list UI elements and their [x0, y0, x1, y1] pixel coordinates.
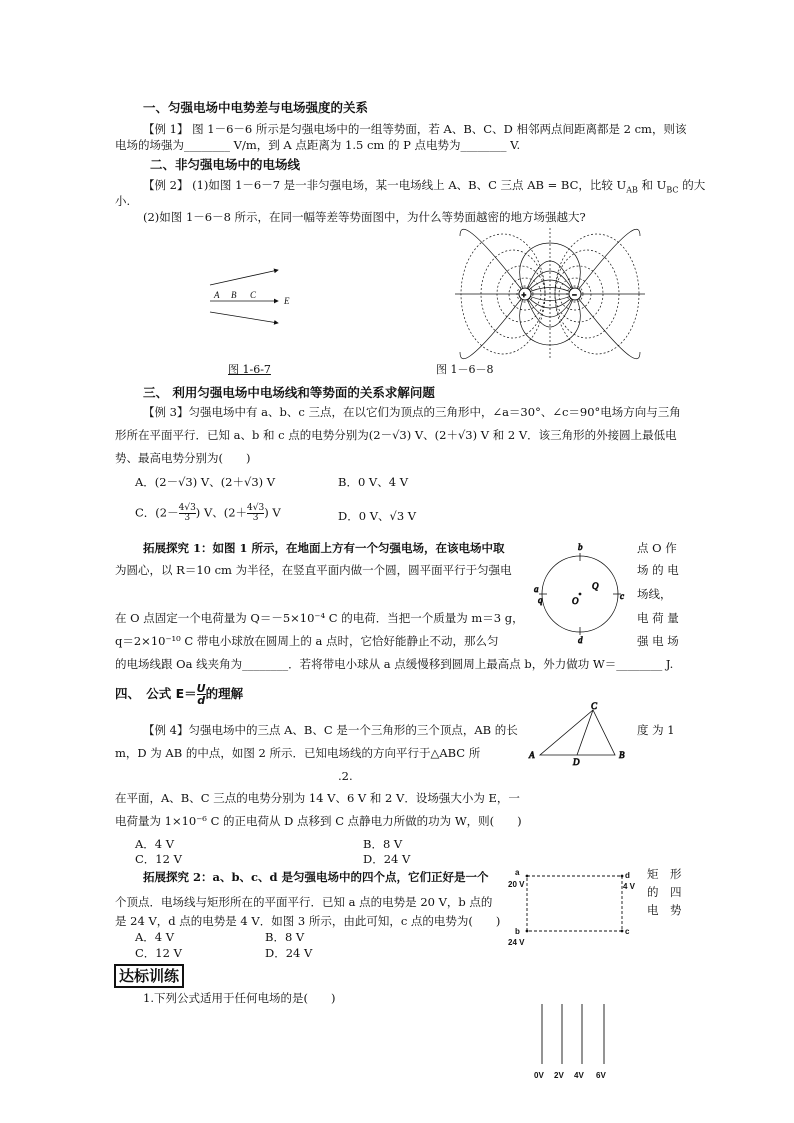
- fig7-label-c: C: [250, 290, 257, 300]
- figure-equipotential-lines: [528, 1000, 628, 1084]
- section-1-title: 一、匀强电场中电势差与电场强度的关系: [143, 100, 369, 115]
- rect-label-c: c: [625, 927, 630, 936]
- line-label-2v: 2V: [554, 1071, 564, 1080]
- extension-1-right-1: 点 O 作: [637, 541, 677, 555]
- extension-2-right-2: 的 四: [647, 885, 682, 899]
- circle-label-c: c: [620, 591, 624, 601]
- fig7-label-e: E: [284, 296, 290, 306]
- triangle-label-b: B: [619, 750, 625, 760]
- section-2-title: 二、非匀强电场中的电场线: [150, 157, 301, 172]
- practice-question-1: 1.下列公式适用于任何电场的是( ): [143, 991, 336, 1005]
- line-label-4v: 4V: [574, 1071, 584, 1080]
- extension-1-line-4: q＝2×10⁻¹⁰ C 带电小球放在圆周上的 a 点时，它恰好能静止不动，那么匀: [115, 634, 499, 648]
- example-2-line-2: 小.: [115, 194, 131, 208]
- extension-2-line-2: 个顶点．电场线与矩形所在的平面平行．已知 a 点的电势是 20 V，b 点的: [115, 895, 493, 909]
- extension-2-line-3: 是 24 V，d 点的电势是 4 V．如图 3 所示，由此可知，c 点的电势为( ): [115, 914, 501, 928]
- extension-2-option-a: A．4 V: [135, 930, 175, 944]
- example-3-line-1: 【例 3】匀强电场中有 a、b、c 三点，在以它们为顶点的三角形中，∠a＝30°、∠c＝90°电场方向与三角: [143, 405, 681, 419]
- circle-label-b: b: [578, 542, 583, 552]
- practice-badge: 达标训练: [114, 964, 184, 988]
- figure-1-circle: [530, 540, 630, 644]
- example-1-line-2: 电场的场强为________ V/m，到 A 点距离为 1.5 cm 的 P 点电势为________ V.: [115, 138, 521, 152]
- triangle-label-d: D: [573, 757, 580, 767]
- triangle-label-a: A: [529, 750, 535, 760]
- figure-1-6-8: [455, 226, 645, 360]
- example-4-line-2: m，D 为 AB 的中点，如图 2 所示．已知电场线的方向平行于△ABC 所: [115, 746, 481, 760]
- extension-2-right-3: 电 势: [647, 903, 682, 917]
- extension-1-right-3: 场线，: [637, 587, 672, 601]
- circle-label-a: a: [534, 584, 539, 594]
- example-4-option-a: A．4 V: [135, 837, 175, 851]
- rect-label-d-potential: 4 V: [623, 882, 635, 891]
- example-4-line-1: 【例 4】匀强电场中的三点 A、B、C 是一个三角形的三个顶点，AB 的长: [143, 723, 518, 737]
- example-4-option-b: B．8 V: [363, 837, 403, 851]
- section-4-title: 四、 公式 E＝ $\frac{U}{d}$ 的理解: [115, 682, 244, 707]
- example-3-option-a: A．(2－√3) V、(2＋√3) V: [135, 475, 276, 489]
- line-label-6v: 6V: [596, 1071, 606, 1080]
- circle-label-d: d: [578, 635, 583, 644]
- extension-2-option-d: D．24 V: [265, 946, 313, 960]
- line-label-0v: 0V: [534, 1071, 544, 1080]
- extension-2-option-b: B．8 V: [265, 930, 305, 944]
- fig8-plus-charge: +: [521, 290, 527, 300]
- example-3-option-d: D．0 V、√3 V: [338, 509, 417, 523]
- figure-1-6-8-caption: 图 1－6－8: [436, 363, 494, 376]
- example-1-line-1: 【例 1】 图 1－6－6 所示是匀强电场中的一组等势面，若 A、B、C、D 相邻两点间距离都是 2 cm，则该: [143, 122, 687, 136]
- extension-1-right-5: 强 电 场: [637, 634, 679, 648]
- rect-label-a: a: [515, 868, 520, 877]
- extension-2-line-1: 拓展探究 2：a、b、c、d 是匀强电场中的四个点，它们正好是一个: [143, 870, 489, 884]
- example-4-line-5: 电荷量为 1×10⁻⁶ C 的正电荷从 D 点移到 C 点静电力所做的功为 W，则( ): [115, 814, 522, 828]
- triangle-label-c: C: [591, 701, 598, 711]
- example-4-line-4: 在平面，A、B、C 三点的电势分别为 14 V、6 V 和 2 V．设场强大小为 E，一: [115, 791, 520, 805]
- example-4-option-c: C．12 V: [135, 852, 182, 866]
- extension-1-right-2: 场 的 电: [637, 563, 679, 577]
- circle-label-q: q: [538, 595, 543, 605]
- extension-2-right-1: 矩 形: [647, 867, 682, 881]
- example-3-option-b: B．0 V、4 V: [338, 475, 409, 489]
- extension-1-right-4: 电 荷 量: [637, 611, 679, 625]
- circle-label-O: O: [572, 596, 579, 606]
- extension-1-line-1: 拓展探究 1：如图 1 所示，在地面上方有一个匀强电场，在该电场中取: [143, 541, 505, 555]
- example-2-line-1: 【例 2】 (1)如图 1－6－7 是一非匀强电场，某一电场线上 A、B、C 三点 AB = BC，比较 $U_{AB}$ 和 $U_{BC}$ 的大: [143, 178, 706, 195]
- rect-label-d: d: [625, 871, 630, 880]
- section-3-title: 三、 利用匀强电场中电场线和等势面的关系求解问题: [143, 385, 435, 400]
- figure-1-6-7: [200, 265, 300, 325]
- extension-1-line-3: 在 O 点固定一个电荷量为 Q＝－5×10⁻⁴ C 的电荷．当把一个质量为 m＝3 g，: [115, 611, 524, 625]
- rect-label-b-potential: 24 V: [508, 938, 525, 947]
- example-3-option-c: C．(2－ $\frac{4√3}{3}$ ) V、(2＋ $\frac{4√3}{3}$ ) V: [135, 503, 281, 523]
- example-4-right-1: 度 为 1: [637, 723, 675, 737]
- extension-2-option-c: C．12 V: [135, 946, 182, 960]
- example-3-line-3: 势、最高电势分别为( ): [115, 451, 251, 465]
- fig7-label-a: A: [214, 290, 220, 300]
- fig7-label-b: B: [231, 290, 237, 300]
- fig8-minus-charge: −: [572, 290, 577, 300]
- rect-label-a-potential: 20 V: [508, 880, 525, 889]
- figure-3-rectangle: [505, 866, 635, 948]
- example-4-line-3: .2.: [338, 769, 353, 783]
- example-4-option-d: D．24 V: [363, 852, 411, 866]
- extension-1-line-5: 的电场线跟 Oa 线夹角为________．若将带电小球从 a 点缓慢移到圆周上最高点 b，外力做功 W＝________ J.: [115, 657, 674, 671]
- extension-1-line-2: 为圆心，以 R＝10 cm 为半径，在竖直平面内做一个圆，圆平面平行于匀强电: [115, 563, 512, 577]
- circle-label-Q: Q: [592, 581, 599, 591]
- example-2-line-3: (2)如图 1－6－8 所示，在同一幅等差等势面图中，为什么等势面越密的地方场强越大?: [143, 210, 586, 224]
- rect-label-b: b: [515, 927, 520, 936]
- example-3-line-2: 形所在平面平行．已知 a、b 和 c 点的电势分别为(2－√3) V、(2＋√3) V 和 2 V．该三角形的外接圆上最低电: [115, 428, 677, 442]
- figure-1-6-7-caption: 图 1-6-7: [228, 363, 271, 376]
- figure-2-triangle: [525, 700, 635, 770]
